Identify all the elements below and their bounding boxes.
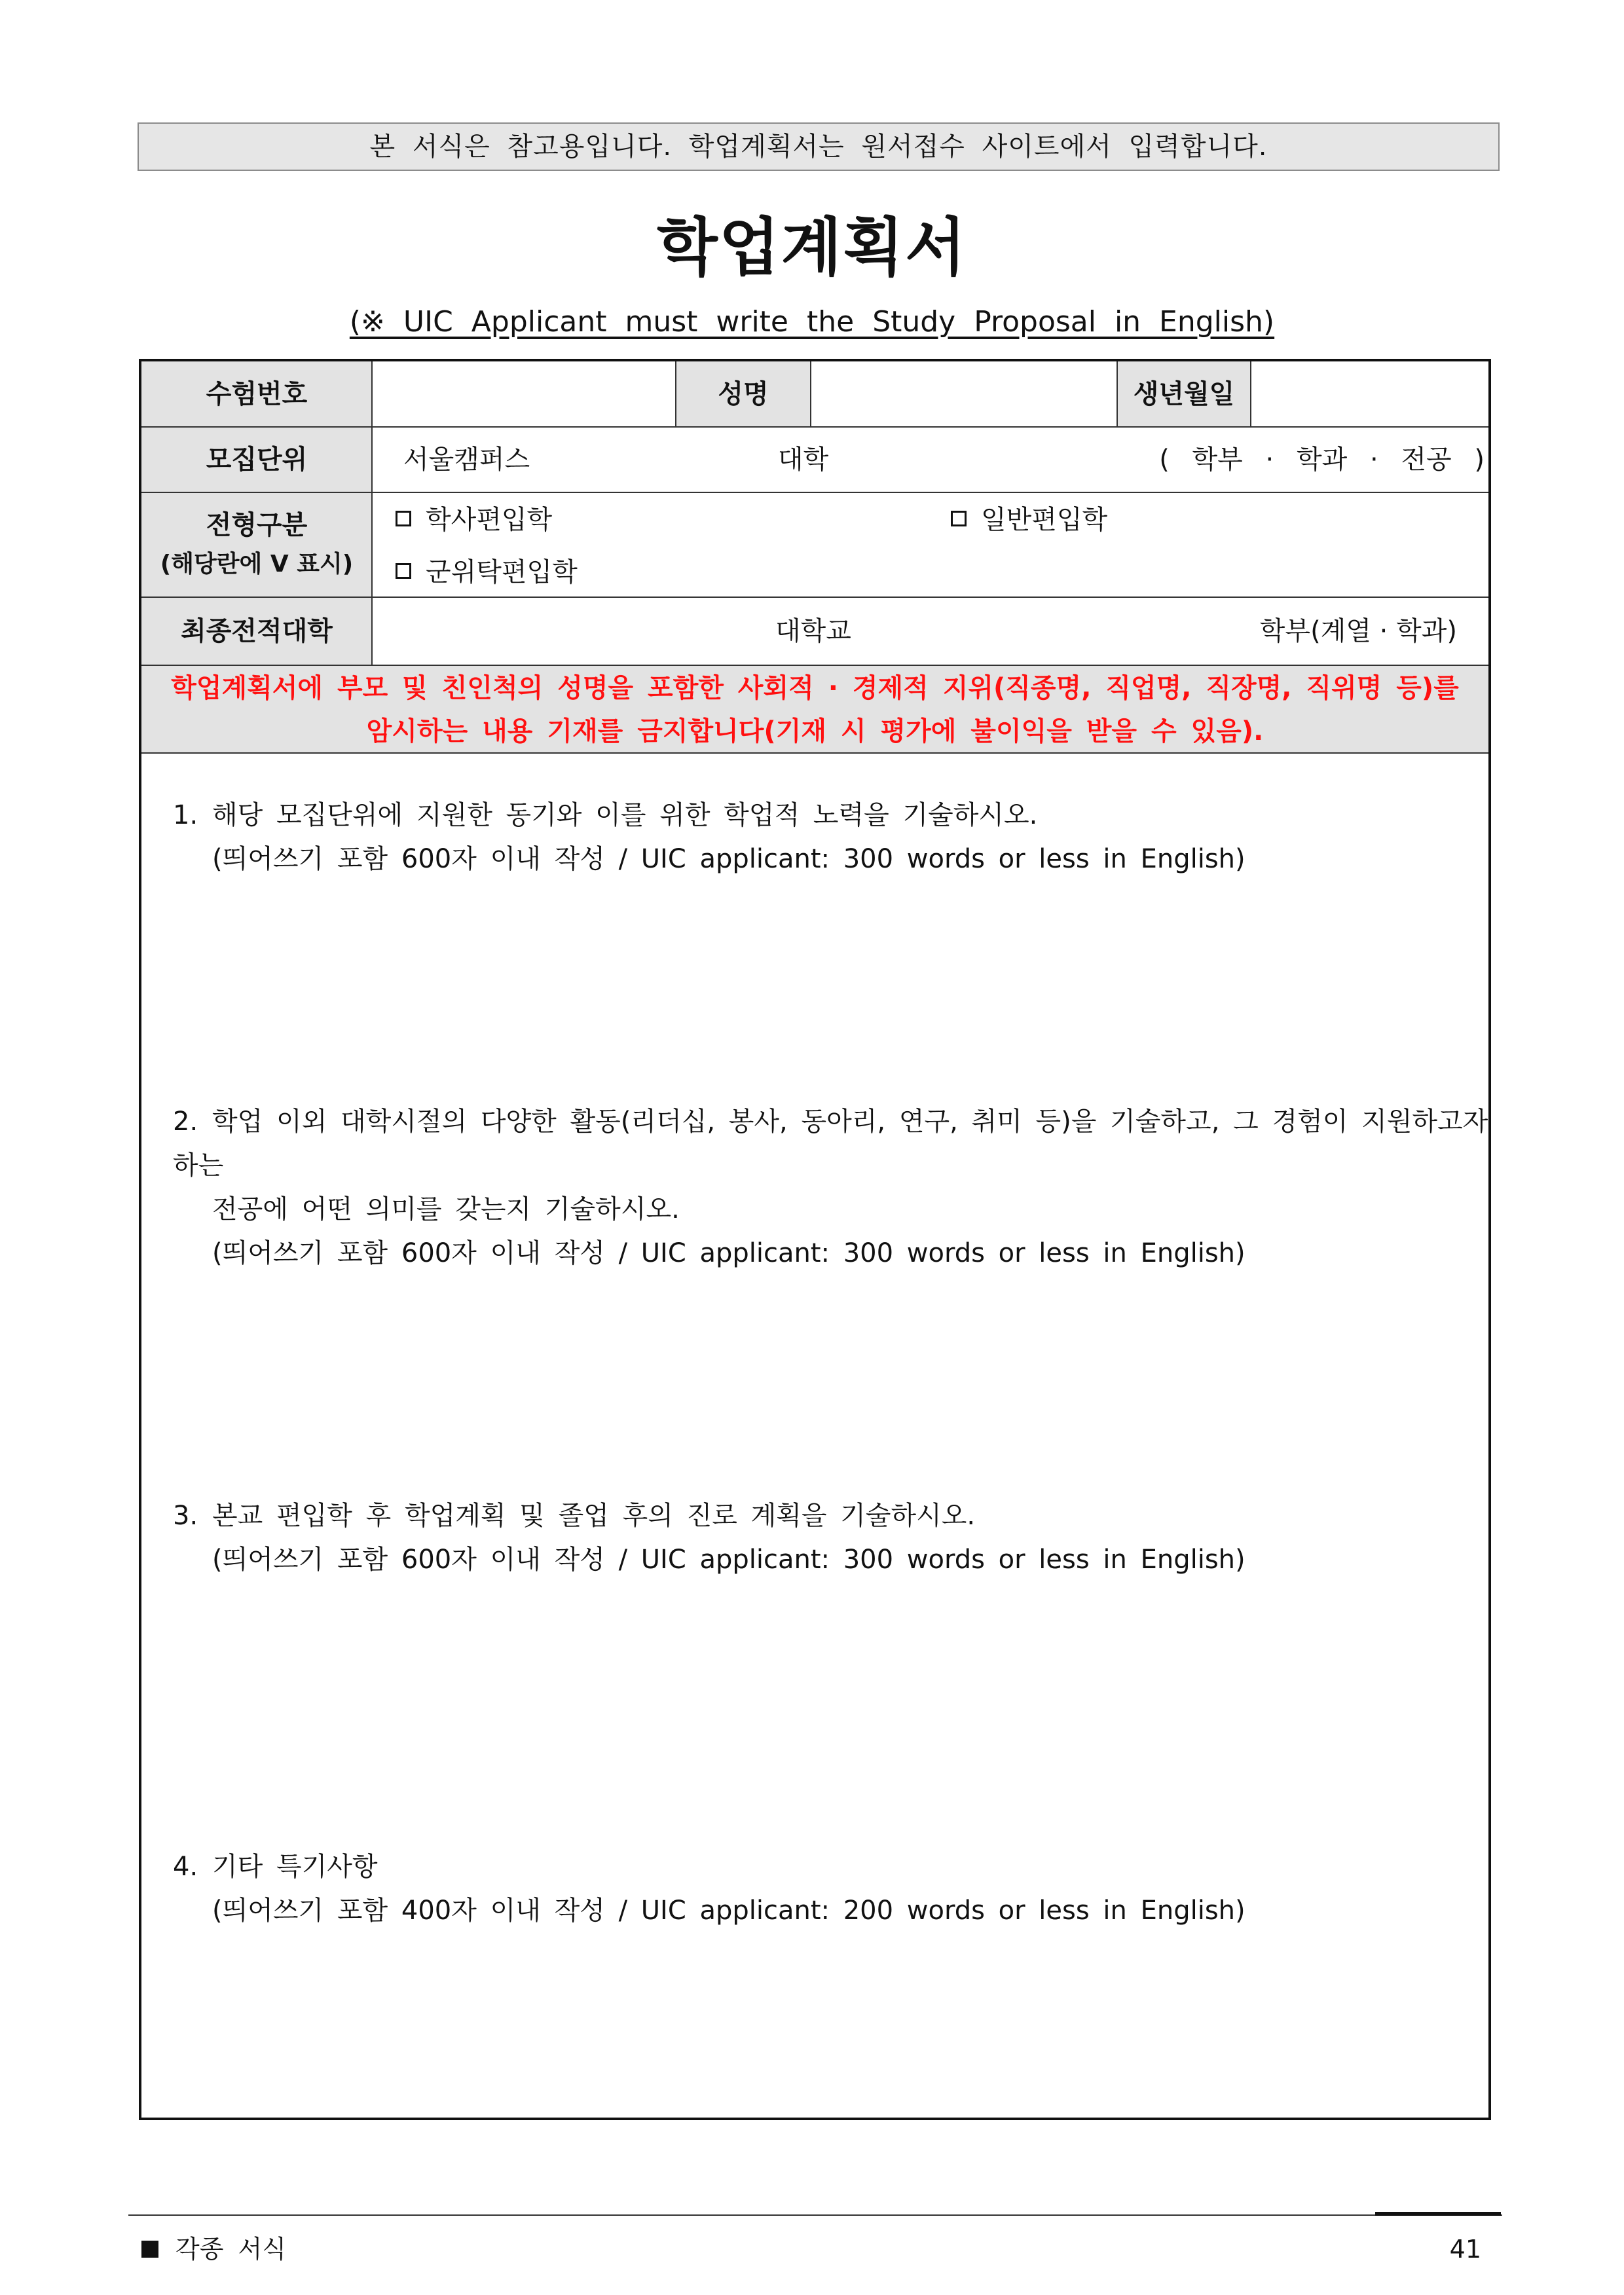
study-plan-form	[139, 359, 1491, 2120]
column-divider	[1116, 361, 1118, 427]
warning-line-1: 학업계획서에 부모 및 친인척의 성명을 포함한 사회적 · 경제적 지위(직종명, 직업명, 직장명, 직위명 등)를	[171, 673, 1459, 703]
question-text: 본교 편입학 후 학업계획 및 졸업 후의 진로 계획을 기술하시오.	[212, 1501, 976, 1531]
page-number: 41	[1449, 2235, 1481, 2264]
column-divider	[1250, 361, 1251, 427]
option-military-transfer[interactable]	[396, 553, 578, 592]
question-4[interactable]	[173, 1845, 1489, 1933]
row-divider	[141, 665, 1488, 666]
row-divider	[141, 426, 1488, 428]
question-text-continued: 전공에 어떤 의미를 갖는지 기술하시오.	[212, 1194, 680, 1224]
recruit-unit-field[interactable]	[372, 427, 1488, 492]
college-text: 대학	[778, 445, 829, 475]
campus-text: 서울캠퍼스	[403, 445, 530, 475]
question-number: 2.	[173, 1107, 198, 1137]
question-3[interactable]	[173, 1494, 1489, 1582]
footer-divider	[128, 2214, 1502, 2216]
name-field[interactable]	[811, 361, 1117, 427]
question-text: 기타 특기사항	[212, 1852, 378, 1882]
question-number: 1.	[173, 800, 198, 830]
footer-section	[141, 2230, 286, 2269]
question-text: 학업 이외 대학시절의 다양한 활동(리더십, 봉사, 동아리, 연구, 취미 등)을 기술하고, 그 경험이 지원하고자 하는	[173, 1107, 1488, 1181]
column-divider	[371, 361, 373, 665]
page-title: 학업계획서	[657, 211, 967, 284]
option-label: 일반편입학	[981, 505, 1108, 535]
admission-type-label: 전형구분	[206, 510, 308, 540]
column-divider	[810, 361, 811, 427]
last-school-label: 최종전적대학	[141, 597, 372, 665]
warning-banner	[141, 665, 1488, 753]
question-number: 3.	[173, 1501, 198, 1531]
birthdate-field[interactable]	[1251, 361, 1488, 427]
row-divider	[141, 752, 1488, 754]
row-divider	[141, 597, 1488, 598]
dept-suffix-text: ( 학부 · 학과 · 전공 )	[1159, 445, 1485, 475]
english-instruction: (※ UIC Applicant must write the Study Proposal in English)	[349, 305, 1275, 339]
department-text: 학부(계열 · 학과)	[1259, 616, 1457, 646]
question-1[interactable]	[173, 794, 1489, 881]
row-divider	[141, 492, 1488, 493]
exam-number-field[interactable]	[372, 361, 676, 427]
reference-notice: 본 서식은 참고용입니다. 학업계획서는 원서접수 사이트에서 입력합니다.	[138, 122, 1500, 171]
birthdate-label: 생년월일	[1117, 361, 1251, 427]
option-general-transfer[interactable]	[951, 500, 1107, 540]
exam-number-label: 수험번호	[141, 361, 372, 427]
footer-section-text: 각종 서식	[175, 2235, 286, 2264]
checkbox-icon[interactable]	[396, 511, 411, 526]
admission-type-options	[372, 492, 1488, 597]
column-divider	[675, 361, 676, 427]
option-bachelor-transfer[interactable]	[396, 500, 552, 540]
question-2[interactable]	[173, 1100, 1489, 1276]
question-text: 해당 모집단위에 지원한 동기와 이를 위한 학업적 노력을 기술하시오.	[212, 800, 1038, 830]
last-school-field[interactable]	[372, 597, 1488, 665]
admission-type-label-cell	[141, 492, 372, 597]
square-bullet-icon	[141, 2241, 158, 2258]
question-number: 4.	[173, 1852, 198, 1882]
warning-line-2: 암시하는 내용 기재를 금지합니다(기재 시 평가에 불이익을 받을 수 있음).	[366, 716, 1264, 746]
name-label: 성명	[676, 361, 811, 427]
recruit-unit-label: 모집단위	[141, 427, 372, 492]
admission-type-sublabel: (해당란에 V 표시)	[160, 551, 354, 578]
checkbox-icon[interactable]	[396, 563, 411, 579]
checkbox-icon[interactable]	[951, 511, 967, 526]
question-limit: (띄어쓰기 포함 400자 이내 작성 / UIC applicant: 200 words or less in English)	[212, 1896, 1246, 1926]
footer-accent	[1375, 2212, 1501, 2216]
question-limit: (띄어쓰기 포함 600자 이내 작성 / UIC applicant: 300 words or less in English)	[212, 1545, 1246, 1575]
question-limit: (띄어쓰기 포함 600자 이내 작성 / UIC applicant: 300 words or less in English)	[212, 1238, 1246, 1268]
question-limit: (띄어쓰기 포함 600자 이내 작성 / UIC applicant: 300 words or less in English)	[212, 844, 1246, 874]
option-label: 군위탁편입학	[426, 557, 578, 587]
university-text: 대학교	[775, 616, 851, 646]
option-label: 학사편입학	[426, 505, 553, 535]
